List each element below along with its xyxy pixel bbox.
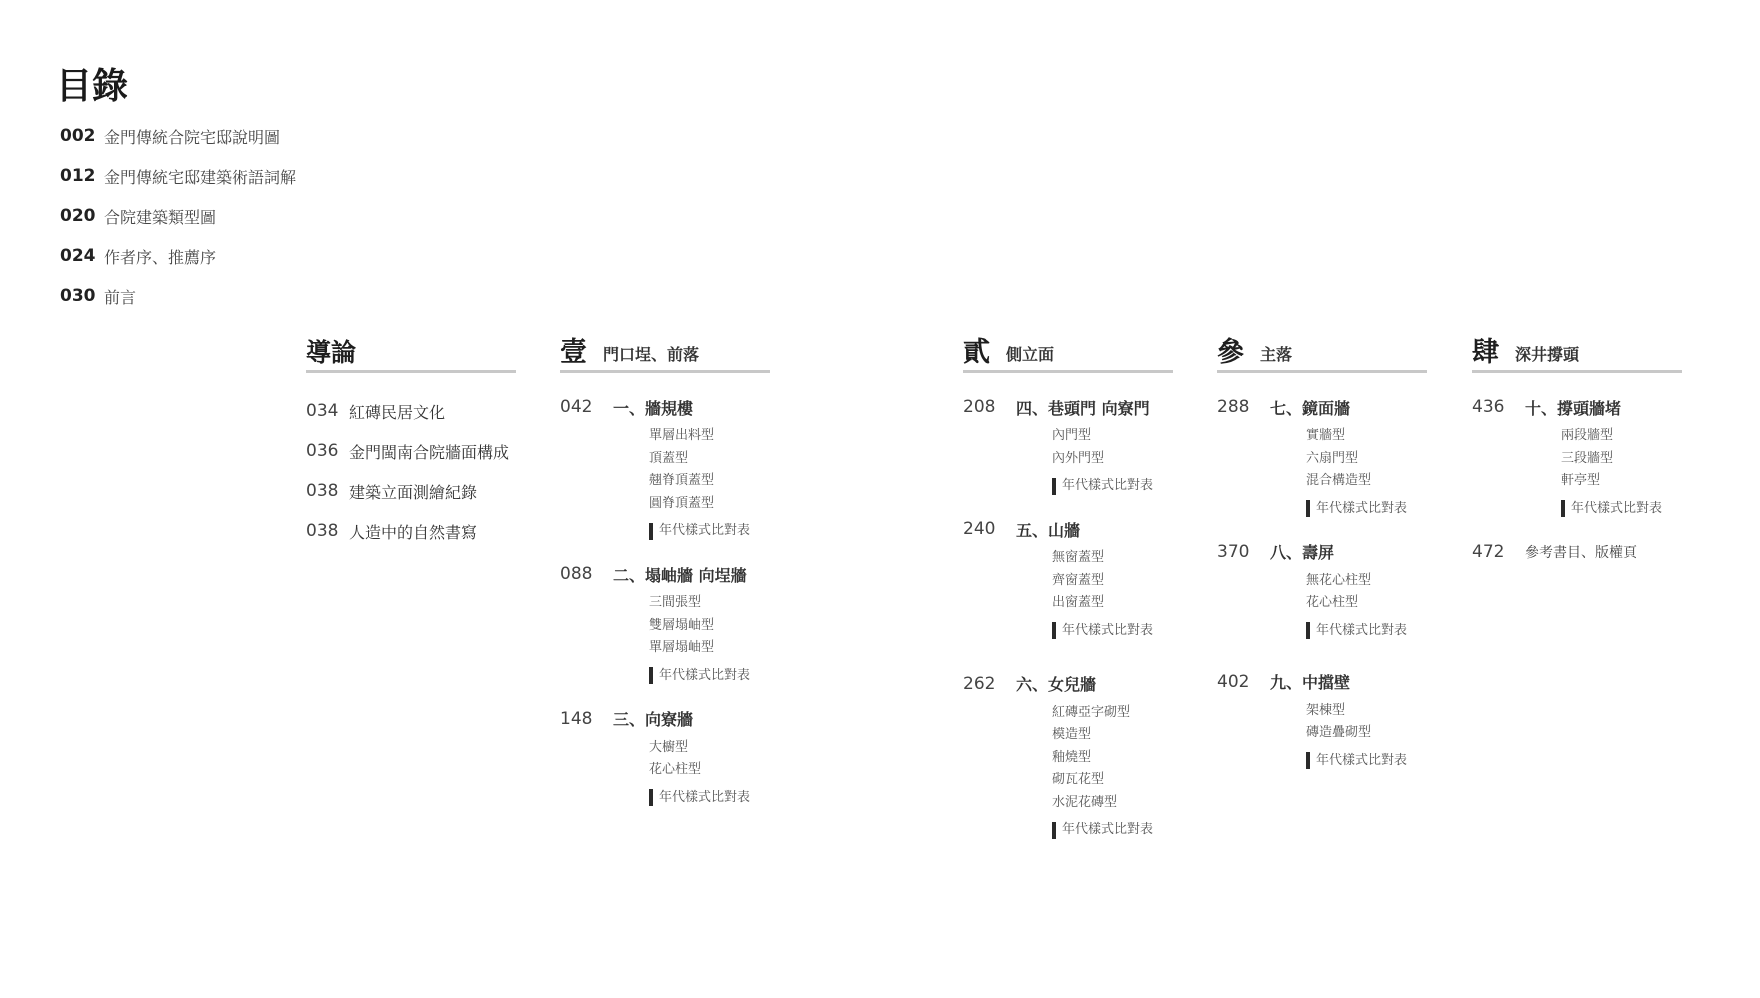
section-numeral: 貳 (963, 337, 990, 368)
toc-entry[interactable] (306, 471, 520, 511)
sub-item: 單層出料型 (649, 428, 715, 443)
page-number: 034 (306, 401, 339, 421)
references-label: 參考書目、版權頁 (1525, 544, 1637, 561)
sub-item: 實牆型 (1306, 428, 1346, 443)
toc-entry[interactable] (560, 703, 774, 811)
sub-item: 水泥花磚型 (1052, 794, 1118, 810)
sub-item: 磚造疊砌型 (1306, 725, 1372, 740)
sub-item: 無花心柱型 (1306, 572, 1372, 588)
page-number: 240 (963, 519, 996, 539)
toc-entry[interactable] (963, 391, 1177, 499)
front-matter-label: 金門傳統宅邸建築術語詞解 (104, 167, 297, 187)
sub-item: 兩段牆型 (1561, 428, 1614, 443)
year-style-table-link[interactable] (1561, 496, 1686, 522)
toc-entry[interactable] (1217, 391, 1431, 522)
toc-entry[interactable] (1217, 666, 1431, 774)
year-style-table-label: 年代樣式比對表 (659, 523, 751, 538)
entry-title: 十、撐頭牆堵 (1525, 398, 1622, 418)
page-number: 436 (1472, 397, 1505, 417)
sub-item: 出窗蓋型 (1052, 595, 1105, 610)
year-style-table-link[interactable] (1306, 496, 1431, 522)
year-style-table-label: 年代樣式比對表 (1316, 500, 1408, 516)
section-3 (1217, 332, 1431, 788)
page-number: 402 (1217, 671, 1250, 692)
section-numeral: 參 (1217, 337, 1244, 368)
entry-title: 四、巷頭門 向寮門 (1016, 398, 1150, 418)
bar-marker-icon (1306, 500, 1310, 517)
year-style-table-link[interactable] (649, 785, 774, 811)
year-style-table-label: 年代樣式比對表 (659, 789, 751, 805)
entry-title: 三、向寮牆 (613, 710, 694, 729)
bar-marker-icon (1052, 478, 1056, 495)
sub-item: 釉燒型 (1052, 749, 1092, 765)
page-number: 036 (306, 441, 339, 461)
sub-item: 三段牆型 (1561, 450, 1614, 466)
section-subtitle: 主落 (1260, 345, 1293, 364)
section-subtitle: 深井撐頭 (1515, 345, 1580, 364)
page-number: 288 (1217, 397, 1250, 417)
sub-item: 花心柱型 (1306, 595, 1359, 610)
page-number: 038 (306, 521, 339, 541)
entry-title: 紅磚民居文化 (349, 402, 446, 422)
page-number: 038 (306, 481, 339, 501)
page-number: 148 (560, 708, 593, 729)
page-number: 002 (60, 126, 96, 146)
front-matter-item[interactable] (60, 236, 296, 276)
sub-item: 內外門型 (1052, 450, 1105, 466)
bar-marker-icon (1052, 822, 1056, 839)
year-style-table-label: 年代樣式比對表 (1062, 478, 1154, 493)
toc-entry[interactable] (560, 391, 774, 544)
bar-marker-icon (1306, 752, 1310, 769)
sub-item: 三間張型 (649, 595, 702, 610)
toc-entry[interactable] (306, 431, 520, 471)
section-numeral: 肆 (1472, 337, 1499, 368)
sub-item: 無窗蓋型 (1052, 550, 1105, 565)
section-intro (306, 332, 520, 551)
bar-marker-icon (1052, 622, 1056, 639)
entry-title: 二、塌岫牆 向埕牆 (613, 565, 747, 585)
section-header (560, 332, 770, 373)
sub-item: 單層塌岫型 (649, 640, 715, 655)
year-style-table-label: 年代樣式比對表 (1571, 500, 1663, 516)
section-numeral: 壹 (560, 337, 587, 368)
front-matter-item[interactable] (60, 116, 296, 156)
year-style-table-link[interactable] (1306, 748, 1431, 774)
bar-marker-icon (1306, 622, 1310, 639)
section-header (963, 332, 1173, 373)
year-style-table-label: 年代樣式比對表 (1316, 752, 1408, 768)
sub-item: 齊窗蓋型 (1052, 572, 1105, 588)
entry-title: 九、中擋壁 (1270, 673, 1351, 692)
front-matter-label: 金門傳統合院宅邸說明圖 (104, 127, 281, 147)
front-matter-label: 前言 (104, 287, 137, 307)
page-number: 262 (963, 673, 996, 694)
sub-item: 砌瓦花型 (1052, 772, 1105, 787)
sub-item: 雙層塌岫型 (649, 617, 715, 633)
toc-entry[interactable] (306, 511, 520, 551)
year-style-table-label: 年代樣式比對表 (659, 667, 751, 683)
section-title: 導論 (306, 338, 357, 367)
entry-title: 建築立面測繪紀錄 (349, 482, 478, 502)
front-matter-label: 合院建築類型圖 (104, 207, 217, 227)
year-style-table-label: 年代樣式比對表 (1316, 622, 1408, 638)
section-header (306, 332, 516, 373)
sub-item: 混合構造型 (1306, 473, 1372, 488)
sub-item: 架棟型 (1306, 702, 1346, 718)
section-1 (560, 332, 774, 825)
year-style-table-link[interactable] (649, 663, 774, 689)
year-style-table-label: 年代樣式比對表 (1062, 622, 1154, 638)
entry-title: 金門閩南合院牆面構成 (349, 442, 510, 462)
section-subtitle: 門口埕、前落 (603, 345, 700, 364)
entry-title: 八、壽屏 (1270, 543, 1335, 562)
page-number: 208 (963, 397, 996, 417)
toc-entry[interactable] (1217, 536, 1431, 644)
entry-title: 五、山牆 (1016, 520, 1081, 540)
toc-entry[interactable] (1472, 391, 1686, 522)
references-entry[interactable] (1472, 536, 1686, 568)
entry-title: 一、牆規樓 (613, 398, 694, 418)
section-header (1217, 332, 1427, 373)
toc-entry[interactable] (963, 513, 1177, 644)
year-style-table-label: 年代樣式比對表 (1062, 822, 1154, 837)
toc-entry[interactable] (560, 558, 774, 689)
sub-item: 六扇門型 (1306, 450, 1359, 466)
entry-title: 人造中的自然書寫 (349, 522, 478, 542)
entry-title: 六、女兒牆 (1016, 675, 1097, 694)
sub-item: 內門型 (1052, 428, 1092, 443)
year-style-table-link[interactable] (649, 518, 774, 544)
sub-item: 圓脊頂蓋型 (649, 495, 715, 511)
page-number: 024 (60, 246, 96, 266)
sub-item: 紅磚亞字砌型 (1052, 704, 1131, 720)
sub-item: 翹脊頂蓋型 (649, 473, 715, 488)
sub-item: 模造型 (1052, 727, 1092, 742)
front-matter-label: 作者序、推薦序 (104, 247, 217, 267)
section-4 (1472, 332, 1686, 568)
front-matter-item[interactable] (60, 196, 296, 236)
front-matter-item[interactable] (60, 276, 296, 316)
page-title: 目錄 (56, 65, 129, 107)
entry-title: 七、鏡面牆 (1270, 398, 1351, 418)
page-number: 012 (60, 166, 96, 186)
page-number: 020 (60, 206, 96, 226)
bar-marker-icon (649, 789, 653, 806)
year-style-table-link[interactable] (1306, 618, 1431, 644)
bar-marker-icon (1561, 500, 1565, 517)
page-number: 030 (60, 286, 96, 306)
page-number: 042 (560, 397, 593, 417)
sub-item: 大櫥型 (649, 739, 689, 755)
year-style-table-link[interactable] (1052, 473, 1177, 499)
page-number: 088 (560, 564, 593, 584)
front-matter-item[interactable] (60, 156, 296, 196)
section-subtitle: 側立面 (1006, 345, 1055, 364)
section-2 (963, 332, 1177, 857)
page-number: 472 (1472, 541, 1505, 562)
front-matter-list (60, 116, 296, 316)
sub-item: 頂蓋型 (649, 450, 689, 466)
section-header (1472, 332, 1682, 373)
bar-marker-icon (649, 523, 653, 540)
sub-item: 花心柱型 (649, 762, 702, 777)
year-style-table-link[interactable] (1052, 618, 1177, 644)
year-style-table-link[interactable] (1052, 817, 1177, 843)
toc-entry[interactable] (963, 668, 1177, 844)
toc-entry[interactable] (306, 391, 520, 431)
sub-item: 軒亭型 (1561, 473, 1601, 488)
page-number: 370 (1217, 541, 1250, 562)
bar-marker-icon (649, 667, 653, 684)
